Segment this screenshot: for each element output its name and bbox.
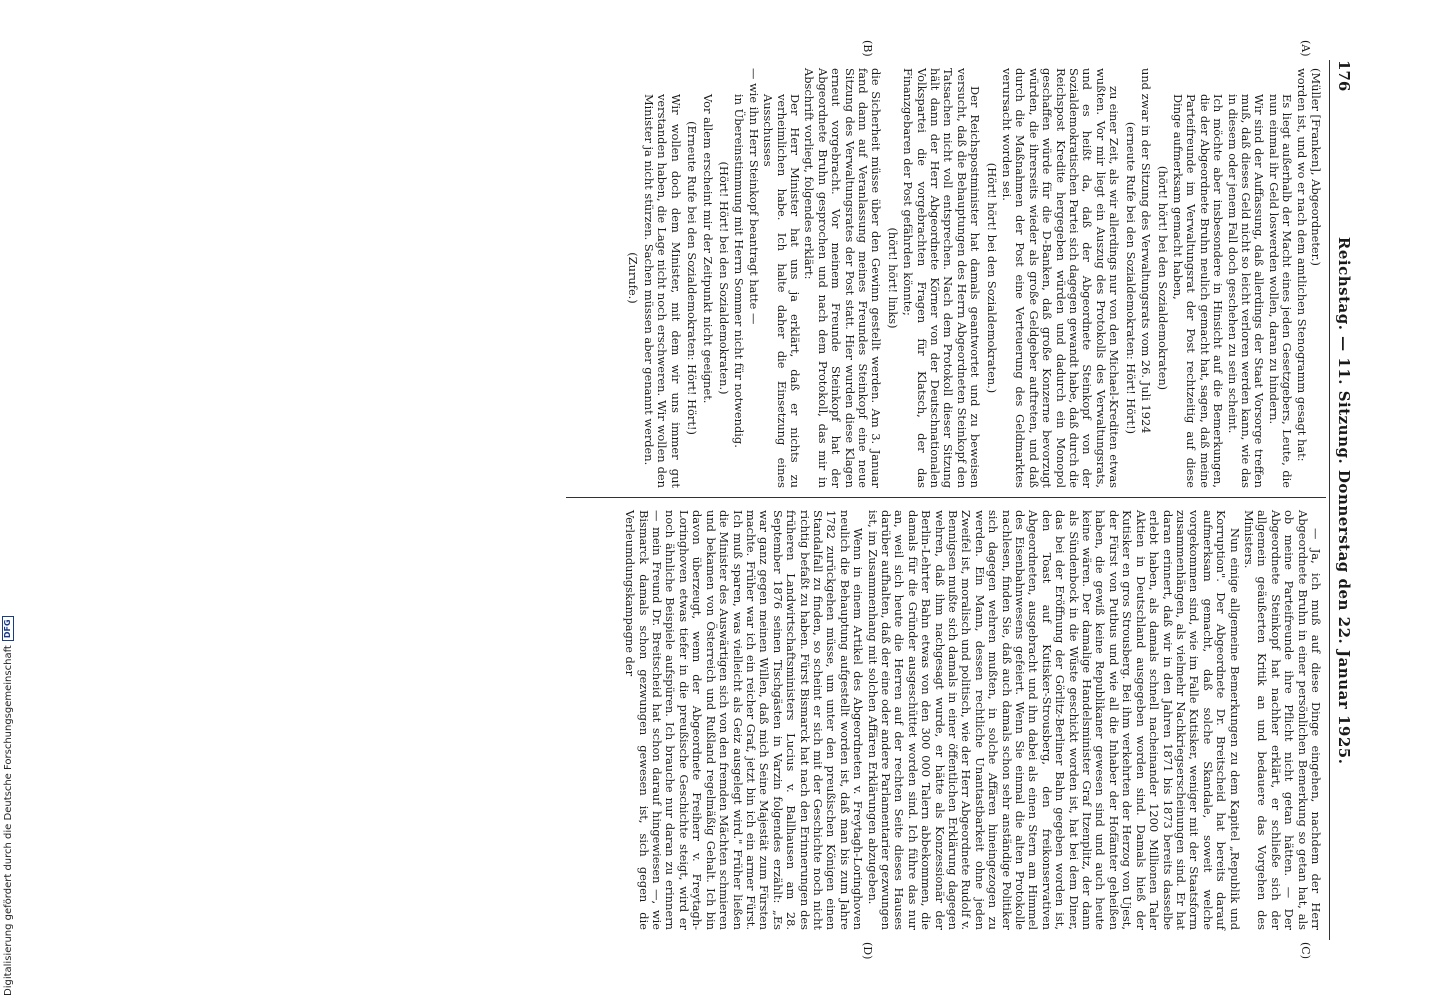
text-paragraph: Wir wollen doch dem Minister, mit dem wir uns immer gut verstanden haben, die Lage nicht noch erschweren. Wir wollen den Minister ja nicht stürzen. Sachen müssen aber genannt werden. [641, 94, 683, 488]
interjection: (Hört! Hört! bei den Sozialdemokraten.) [716, 161, 731, 395]
text-paragraph: worden ist, und wo er nach dem amtlichen Stenogramm gesagt hat: [1294, 68, 1309, 462]
right-column [622, 510, 1322, 930]
running-title: Reichstag. — 11. Sitzung. Donnerstag den 22. Januar 1925. [1335, 236, 1353, 765]
interjection: (Zurufe.) [626, 252, 641, 304]
left-column [623, 68, 1322, 488]
page-header [1332, 60, 1356, 940]
text-paragraph: — Ja, ich muß auf diese Dinge eingehen, nachdem der Herr Abgeordnete Bruhn in einer persönlichen Bemerkung so getan hat, als ob meine Parteifreunde ihre Pflicht nicht getan hätten. — Der Abgeordnete Steinkopf hat nachher erklärt, er schließe sich der allgemein geäußerten Kritik an und bedauere das Vorgehen des Ministers. [1241, 510, 1323, 930]
text-paragraph: und zwar in der Sitzung des Verwaltungsrats vom 26. Juli 1924 [1139, 68, 1154, 434]
interjection: (erneute Rufe bei den Sozialdemokraten: Hört! Hört!) [1123, 121, 1138, 435]
digitization-credit [0, 0, 16, 1000]
text-paragraph: — wie ihn Herr Steinkopf beantragt hatte — [746, 68, 761, 325]
document-page [134, 0, 1434, 1000]
margin-mark-d: (D) [861, 942, 874, 960]
text-paragraph: Vor allem erscheint mir der Zeitpunkt nicht geeignet. [700, 94, 715, 404]
interjection: (Hört! hört! bei den Sozialdemokraten.) [984, 162, 999, 394]
interjection: (hört! hört! bei den Sozialdemokraten) [1155, 165, 1170, 391]
text-paragraph: Ich möchte aber insbesondere in Hinsicht auf die Bemerkungen, die der Abgeordnete Bruhn neulich gemacht hat, sagen, daß meine Parteifreunde im Verwaltungsrat der Post rechtzeitig auf diese Dinge aufmerksam gemacht haben, [1170, 94, 1226, 488]
text-paragraph: Es liegt außerhalb der Macht eines jeden Gesetzgebers, Leute, die nun einmal ihr Geld loswerden wollen, daran zu hindern. [1266, 94, 1295, 488]
header-rule [1329, 60, 1330, 940]
column-divider [566, 497, 1326, 498]
interjection: (hört! hört! links) [885, 227, 900, 329]
interjection: (Erneute Rufe bei den Sozialdemokraten: Hört! Hört!) [685, 121, 700, 435]
text-paragraph: Der Reichspostminister hat damals geantwortet und zu beweisen versucht, daß die Behauptungen des Herrn Abgeordneten Steinkopf den Tatsachen nicht voll entsprechen. Nach dem Protokoll dieser Sitzung hält dann der Herr Abgeordnete Körner von der Deutschnationalen Volkspartei die vorgebrachten Fragen für Klatsch, der das Finanzgebaren der Post gefährden könnte; [901, 68, 983, 488]
text-paragraph: Wenn in einem Artikel des Abgeordneten v. Freytagh-Loringhoven neulich die Behauptung aufgestellt worden ist, daß man bis zum Jahre 1782 zurückgehen müsse, um unter den preußischen Königen einen Standalfall zu finden, so scheint er sich mit der Geschichte noch nicht richtig befaßt zu haben. Fürst Bismarck hat nach den Erinnerungen des früheren Landwirtschaftsministers Lucius v. Ballhausen am 28. September 1876 seinen Tischgästen in Varzin folgendes erzählt: „Es war ganz gegen meinen Willen, daß mich Seine Majestät zum Fürsten machte. Früher war ich ein reicher Graf, jetzt bin ich ein armer Fürst. Ich muß sparen, was vielleicht als Geiz ausgelegt wird." Früher ließen die Minister des Auswärtigen sich von den fremden Mächten schmieren und bekamen von Österreich und Rußland regelmäßig Gehalt. Ich bin davon überzeugt, wenn der Abgeordnete Freiherr v. Freytagh-Loringhoven etwas tiefer in die preußische Geschichte steigt, wird er noch ähnliche Beispiele aufspüren. Ich brauche nur daran zu erinnern — mein Freund Dr. Breitscheid hat schon darauf hingewiesen —, wie Bismarck damals schon gezwungen gewesen ist, sich gegen die Verleumdungskampagne der [623, 510, 866, 930]
page-number: 176 [1335, 60, 1353, 92]
margin-mark-c: (C) [1299, 942, 1312, 959]
text-paragraph: die Sicherheit müsse über den Gewinn gestellt werden. Am 3. Januar fand dann auf Veranlassung meines Freundes Steinkopf eine neue Sitzung des Verwaltungsrates der Post statt. Hier wurden diese Klagen erneut vorgebracht. Vor meinem Freunde Steinkopf hat der Abgeordnete Bruhn gesprochen und nach dem Protokoll, das mir in Abschrift vorliegt, folgendes erklärt: [802, 68, 884, 488]
margin-mark-b: (B) [861, 40, 874, 57]
margin-mark-a: (A) [1299, 40, 1312, 57]
text-paragraph: Nun einige allgemeine Bemerkungen zu dem Kapitel „Republik und Korruption". Der Abgeordnete Dr. Breitscheid hat bereits darauf aufmerksam gemacht, daß solche Skandale, soweit welche vorgekommen sind, wie im Falle Kutisker, weniger mit der Staatsform zusammenhängen, als vielmehr Nachkriegserscheinungen sind. Er hat daran erinnert, daß wir in den Jahren 1871 bis 1873 bereits dasselbe erlebt haben, als damals schnell nacheinander 1200 Millionen Taler Aktien in Deutschland ausgegeben worden sind. Damals hieß der Kutisker en gros Strousberg. Bei ihm verkehrten der Herzog von Ujest, der Fürst von Putbus und wie all die Inhaber der Hofämter geheißen haben, die gewiß keine Republikaner gewesen sind und auch heute keine wären. Der damalige Handelsminister Graf Itzenplitz, der dann als Sündenbock in die Wüste geschickt worden ist, hat bei dem Diner, das bei der Eröffnung der Görlitz-Berliner Bahn gegeben worden ist, den Toast auf Kutisker-Strousberg, den freikonservativen Abgeordneten, ausgebracht und ihn dabei als einen Stern am Himmel des Eisenbahnwesens gefeiert. Wenn Sie einmal die alten Protokolle nachlesen, finden Sie, daß auch damals schon sehr anständige Politiker sich dagegen wehren mußten, in solche Affären hineingezogen zu werden. Ein Mann, dessen rechtliche Unantastbarkeit ohne jeden Zweifel ist, moralisch und politisch, wie der Herr Abgeordnete Rudolf v. Bennigsen mußte sich damals in einer öffentlichen Erklärung dagegen wehren, daß ihm nachgesagt wurde, er hätte als Konzessionär der Berlin-Lehrter Bahn etwas von den 300 000 Talern abbekommen, die damals für die Gründer ausgeschüttet worden sind. Ich führe das nur an, weil sich heute die Herren auf der rechten Seite dieses Hauses darüber aufhalten, daß der eine oder andere Parlamentarier gezwungen ist, im Zusammenhang mit solchen Affären Erklärungen abzugeben. [865, 510, 1242, 930]
text-paragraph: zu einer Zeit, als wir allerdings nur von den Michael-Krediten etwas wußten. Vor mir liegt ein Auszug des Protokolls des Verwaltungsrats, und es heißt da, daß der Abgeordnete Steinkopf von der Sozialdemokratischen Partei sich dagegen gewandt habe, daß durch die Reichspost Kredite hergegeben würden und dadurch ein Monopol geschaffen würde für die D-Banken, daß große Konzerne bevorzugt würden, die ihrerseits wieder als große Geldgeber auftreten, und daß durch die Maßnahmen der Post eine Verteuerung des Geldmarktes verursacht worden sei. [1000, 68, 1122, 488]
credit-text: Digitalisierung gefördert durch die Deutsche Forschungsgemeinschaft [2, 645, 14, 996]
text-paragraph: in Übereinstimmung mit Herrn Sommer nicht für notwendig. [732, 94, 747, 448]
text-paragraph: Der Herr Minister hat uns ja erklärt, daß er nichts zu verheimlichen habe. Ich halte daher die Einsetzung eines Ausschusses [761, 94, 802, 488]
text-paragraph: Wir sind der Auffassung, daß allerdings der Staat Vorsorge treffen muß, daß dieses Geld nicht so leicht verloren werden kann, wie das in diesem oder jenem Fall doch geschehen zu sein scheint. [1225, 94, 1267, 488]
text-paragraph: (Müller [Franken], Abgeordneter.) [1309, 68, 1323, 266]
dfg-logo: DFG [2, 616, 14, 641]
